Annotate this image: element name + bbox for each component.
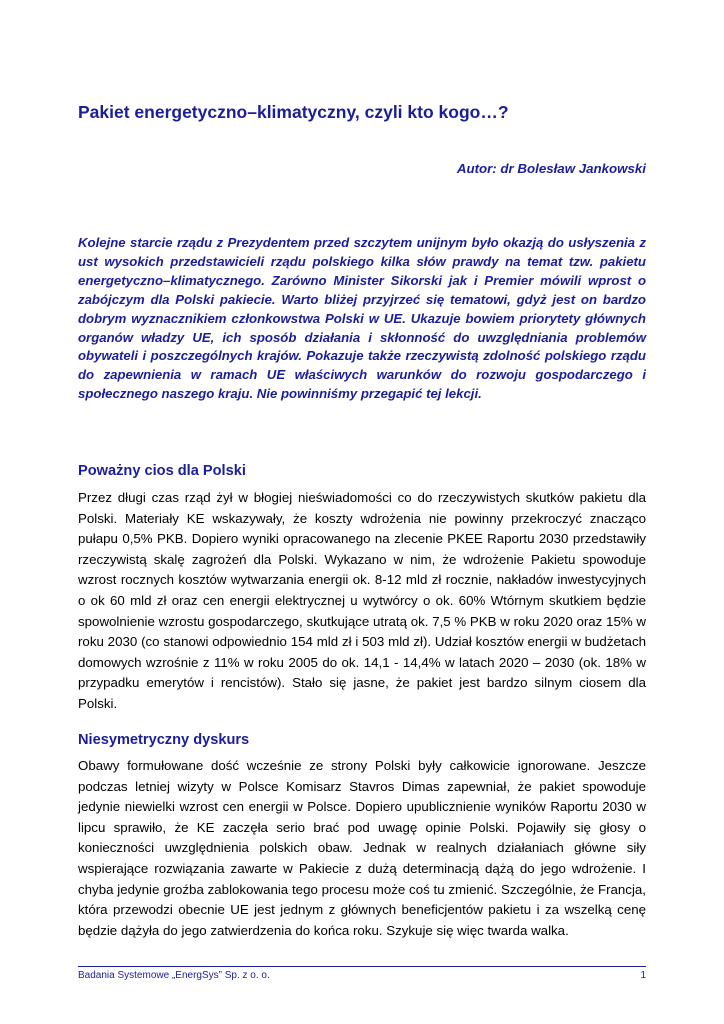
section-paragraph-2: Obawy formułowane dość wcześnie ze strony Polski były całkowicie ignorowane. Jeszcze podczas letniej wizyty w Polsce Komisarz Stavros Dimas zapewniał, że pakiet spowoduje jedynie niewielki wzrost cen energii w Polsce. Dopiero upublicznienie wyników Raportu 2030 w lipcu sprawiło, że KE zaczęła serio brać pod uwagę opinie Polski. Pojawiły się głosy o konieczności uwzględnienia polskich obaw. Jednak w realnych działaniach główne siły wspierające rozwiązania zawarte w Pakiecie z dużą determinacją dążą do jego wdrożenie. I chyba jedynie groźba zablokowania tego procesu może coś tu zmienić. Szczególnie, że Francja, która przewodzi obecnie UE jest jednym z głównych beneficjentów pakietu i za wszelką cenę będzie dążyła do jego zatwierdzenia do końca roku. Szykuje się więc twarda walka. (78, 758, 646, 938)
section-heading-1: Poważny cios dla Polski (78, 463, 246, 479)
footer-company: Badania Systemowe „EnergSys” Sp. z o. o. (78, 970, 270, 981)
section-paragraph-1: Przez długi czas rząd żył w błogiej nieświadomości co do rzeczywistych skutków pakietu dla Polski. Materiały KE wskazywały, że koszty wdrożenia nie powinny przekroczyć znacząco pułapu 0,5% PKB. Dopiero wyniki opracowanego na zlecenie PKEE Raportu 2030 przedstawiły rzeczywistą skalę zagrożeń dla Polski. Wykazano w nim, że wdrożenie Pakietu spowoduje wzrost rocznych kosztów wytwarzania energii ok. 8-12 mld zł rocznie, nakładów inwestycyjnych o ok 60 mld zł oraz cen energii elektrycznej u wytwórcy o ok. 60% Wtórnym skutkiem będzie spowolnienie wzrostu gospodarczego, skutkujące utratą ok. 7,5 % PKB w roku 2020 oraz 15% w roku 2030 (co stanowi odpowiednio 154 mld zł i 503 mld zł). Udział kosztów energii w budżetach domowych wzrośnie z 11% w roku 2005 do ok. 14,1 - 14,4% w latach 2020 – 2030 (ok. 18% w przypadku emerytów i rencistów). Stało się jasne, że pakiet jest bardzo silnym ciosem dla Polski. (78, 490, 646, 711)
lead-paragraph: Kolejne starcie rządu z Prezydentem przed szczytem unijnym było okazją do usłyszenia z ust wysokich przedstawicieli rządu polskiego kilka słów prawdy na temat tzw. pakietu energetyczno–klimatycznego. Zarówno Minister Sikorski jak i Premier mówili wprost o zabójczym dla Polski pakiecie. Warto bliżej przyjrzeć się tematowi, gdyż jest on bardzo dobrym wyznacznikiem członkowstwa Polski w UE. Ukazuje bowiem priorytety głównych organów władzy UE, ich sposób działania i skłonność do uwzględniania problemów obywateli i poszczególnych krajów. Pokazuje także rzeczywistą zdolność polskiego rządu do zapewnienia w ramach UE właściwych warunków do rozwoju gospodarczego i społecznego naszego kraju. Nie powinniśmy przegapić tej lekcji. (78, 235, 646, 402)
footer-divider (78, 966, 646, 967)
section-heading-2: Niesymetryczny dyskurs (78, 732, 250, 748)
author-line: Autor: dr Bolesław Jankowski (456, 161, 646, 176)
document-title: Pakiet energetyczno–klimatyczny, czyli kto kogo…? (78, 102, 509, 122)
page-number: 1 (640, 970, 646, 981)
